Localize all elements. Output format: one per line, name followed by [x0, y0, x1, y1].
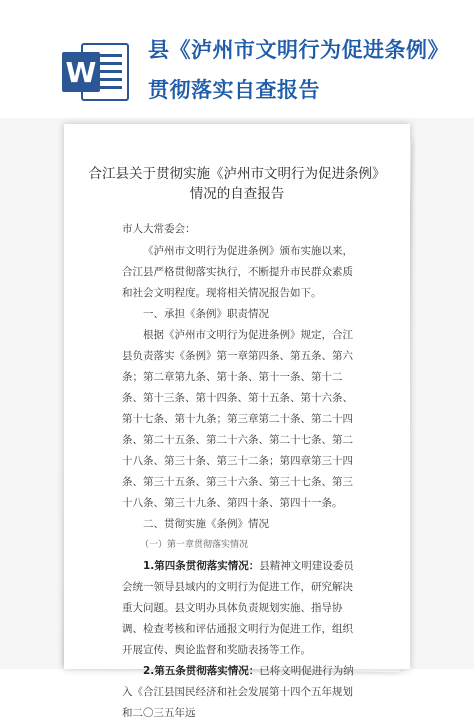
intro-paragraph: 《泸州市文明行为促进条例》颁布实施以来，合江县严格贯彻落实执行，不断提升市民群众素质和社会文明程度。现将相关情况报告如下。 — [122, 245, 353, 299]
header-banner — [0, 0, 474, 118]
item-1-label: 1.第四条贯彻落实情况： — [143, 560, 260, 572]
document-body — [122, 219, 362, 724]
page-title: 县《泸州市文明行为促进条例》贯彻落实自查报告 — [148, 37, 449, 102]
document-page — [64, 124, 410, 719]
item-2-paragraph — [122, 661, 362, 724]
item-1-text: 县精神文明建设委员会统一领导县域内的文明行为促进工作，研究解决重大问题。县文明办具体负责规划实施、指导协调、检查考核和评估通报文明行为促进工作，组织开展宣传、舆论监督和奖励表扬等工作。 — [122, 560, 354, 656]
salutation: 市人大常委会： — [122, 223, 196, 235]
document-title-line-2: 情况的自查报告 — [189, 186, 285, 202]
section-1-heading: 一、承担《条例》职责情况 — [143, 308, 269, 320]
word-icon-letter: W — [65, 56, 97, 89]
word-document-icon — [60, 40, 132, 104]
item-2-text: 已将文明促进行为纳入《合江县国民经济和社会发展第十四个五年规划和二〇三五年远 — [122, 665, 354, 719]
document-title — [64, 164, 410, 204]
section-1-paragraph: 根据《泸州市文明行为促进条例》规定，合江县负责落实《条例》第一章第四条、第五条、第六条；第二章第九条、第十条、第十一条、第十二条、第十三条、第十四条、第十五条、第十六条、第十七条、第十九条；第三章第二十条、第二十四条、第二十五条、第二十六条、第二十七条、第二十八条、第三十条、第三十二条；第四章第三十四条、第三十五条、第三十六条、第三十七条、第三十八条、第三十九条、第四十条、第四十一条。 — [122, 329, 353, 509]
subsection-1-heading: （一）第一章贯彻落实情况 — [140, 540, 249, 550]
document-title-line-1: 合江县关于贯彻实施《泸州市文明行为促进条例》 — [88, 166, 386, 182]
item-1-paragraph — [122, 556, 362, 661]
section-2-heading: 二、贯彻实施《条例》情况 — [143, 518, 269, 530]
item-2-label: 2.第五条贯彻落实情况： — [143, 665, 260, 677]
